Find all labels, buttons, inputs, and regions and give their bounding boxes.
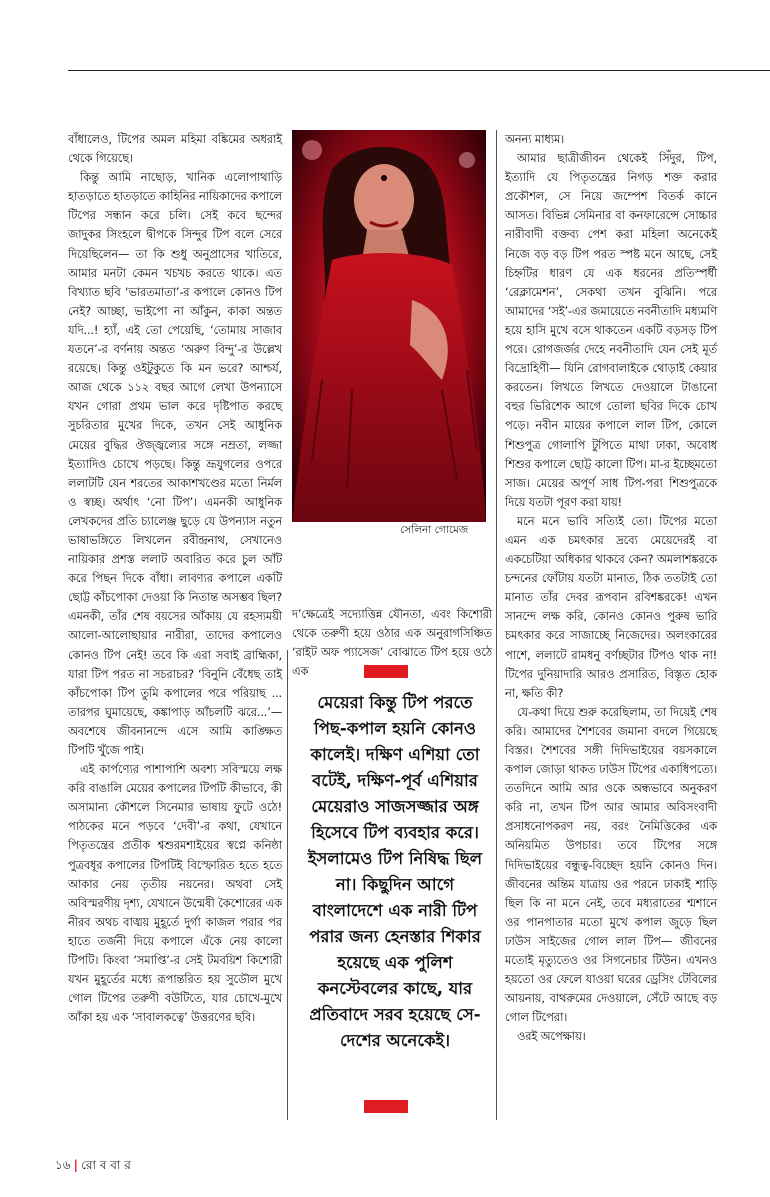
- pull-quote: [300, 660, 490, 1120]
- footer-separator: |: [73, 1158, 78, 1172]
- pull-quote-top-bar: [364, 665, 408, 678]
- photo-caption: সেলিনা গোমেজ: [400, 524, 469, 536]
- middle-paragraph: দ’ক্ষেত্রেই সদ্যোত্তিন্ন যৌনতা, এবং কিশোরী থেকে তরুণী হয়ে ওঠার এক অনুরাগসিঞ্চিত ‘রাইট অফ প্যাসেজ’ বোঝাতে টিপ হয়ে ওঠে এক: [292, 607, 492, 679]
- right-paragraph-4: যে-কথা দিয়ে শুরু করেছিলাম, তা দিয়েই শেষ করি। আমাদের শৈশবের জমানা বদলে গিয়েছে বিস্তর। শৈশবের সঙ্গী দিদিভাইয়ের বয়সকালে কপাল জোড়া থাকত ঢাউস টিপের একাধিপত্যে। ততদিনে আমি আর ওকে অন্ধভাবে অনুকরণ করি না, তখন টিপ আর আমার অবিসংবাদী প্রসাধনোপকরণ নয়, বরং নৈমিত্তিকের এক অনিয়মিত উপচার। তবে টিপের সঙ্গে দিদিভাইয়ের বন্ধুত্ব-বিচ্ছেদ হয়নি কোনও দিন। জীবনের অন্তিম যাত্রায় ওর পরনে ঢাকাই শাড়ি ছিল কি না মনে নেই, তবে মধ্যরাতের শ্মশানে ওর পানপাতার মতো মুখে কপাল জুড়ে ছিল ঢাউস সাইজের গোল লাল টিপ— জীবনের মতোই মৃত্যুতেও ওর সিগনেচার টিউন। এখনও হয়তো ওর ফেলে যাওয়া ঘরের ড্রেসিং টেবিলের আয়নায়, বাথরুমের দেওয়ালে, সেঁটে আছে বড় গোল টিপেরা।: [505, 704, 717, 1025]
- divider-left: [287, 650, 288, 1120]
- magazine-name: রো ব বা র: [80, 1158, 131, 1172]
- left-column: [68, 130, 282, 1027]
- pull-quote-bottom-bar: [364, 1100, 408, 1113]
- right-paragraph-2: আমার ছাত্রীজীবন থেকেই সিঁদুর, টিপ, ইত্যাদি যে পিতৃতন্ত্রের নিগড় শক্ত করার প্রকৌশল, সে নিয়ে জম্পেশ বিতর্ক কানে আসত। বিভিন্ন সেমিনার বা কনফারেন্সে সোচ্চার নারীবাদী বক্তব্য পেশ করা মহিলা অনেকেই নিজে বড় বড় টিপ পরত স্পষ্ট মনে আছে, সেই চিহ্নটির ধারণ যে এক ধরনের প্রতিস্পর্ধী ‘রেক্লামেশন’, সেকথা তখন বুঝিনি। পরে আমাদের ‘সই’-এর জমায়েতে নবনীতাদি মধ্যমণি হয়ে হাসি মুখে বসে থাকতেন একটি বড়সড় টিপ পরে। রোগজর্জর দেহে নবনীতাদি যেন সেই মূর্ত বিদ্রোহিণী— যিনি রোগবালাইকে থোড়াই কেয়ার করতেন। লিখতে লিখতে দেওয়ালে টাঙানো বহুর ভিরিশেক আগে তোলা ছবির দিকে চোখ পড়ে। নবীন মায়ের কপালে লাল টিপ, কোলে শিশুপুত্র গোলাপি টুপিতে মাথা ঢাকা, অবোধ শিশুর কপালে ছোট্ট কালো টিপ। মা-র ইচ্ছেমতো সাজ। মেয়ের অপূর্ণ সাধ টিপ-পরা শিশুপুত্রকে দিয়ে যতটা পূরণ করা যায়!: [505, 151, 717, 509]
- left-paragraph-3: এই কার্পণ্যের পাশাপাশি অবশ্য সবিস্ময়ে লক্ষ করি বাঙালি মেয়ের কপালের টিপটি কীভাবে, কী অসামান্য কৌশলে সিনেমার ভাষায় ফুটে ওঠে! পাঠকের মনে পড়বে ‘দেবী’-র কথা, যেখানে পিতৃতন্ত্রের প্রতীক শ্বশুরমশাইয়ের স্বপ্নে কনিষ্ঠা পুত্রবধূর কপালের টিপটিই বিস্ফোরিত হতে হতে আকার নেয় তৃতীয় নয়নের। অথবা সেই অবিস্মরণীয় দৃশ্য, যেখানে উন্মেষী কৈশোরের এক নীরব অথচ বাঙ্ময় মুহূর্তে দুর্গা কাজল পরার পর হাতে তর্জনী দিয়ে কপালে এঁকে নেয় কালো টিপটি। কিংবা ‘সমাপ্তি’-র সেই টমবয়িশ কিশোরী যখন মুহূর্তের মধ্যে রূপান্তরিত হয় সুডৌল মুখে গোল টিপের তরুণী বউটিতে, যার চোখে-মুখে আঁকা হয় এক ‘সাবালকত্বে’ উত্তরণের ছবি।: [68, 762, 282, 1025]
- right-paragraph-1: অনন্য মাধ্যম।: [505, 132, 565, 146]
- pull-quote-text: মেয়েরা কিন্তু টিপ পরতে পিছ-কপাল হয়নি কোনও কালেই। দক্ষিণ এশিয়া তো বটেই, দক্ষিণ-পূর্ব এশিয়ার মেয়েরাও সাজসজ্জার অঙ্গ হিসেবে টিপ ব্যবহার করে। ইসলামেও টিপ নিষিদ্ধ ছিল না। কিছুদিন আগে বাংলাদেশে এক নারী টিপ পরার জন্য হেনস্তার শিকার হয়েছে এক পুলিশ কনস্টেবলের কাছে, যার প্রতিবাদে সরব হয়েছে সে-দেশের অনেকেই।: [307, 693, 483, 1050]
- header-rule: [68, 70, 770, 71]
- right-paragraph-3: মনে মনে ভাবি সত্যিই তো। টিপের মতো এমন এক চমৎকার দ্রব্যে মেয়েদেরই বা একচেটিয়া অধিকার থাকবে কেন? অমলাশঙ্করকে চন্দনের ফোঁটায় যতটা মানাত, ঠিক ততটাই তো মানাত তাঁর দেবর রূপবান রবিশঙ্করকে! এখন সানন্দে লক্ষ করি, কোনও কোনও পুরুষ ভারি চমৎকার করে সাজাচ্ছে নিজেদের। অলংকারের পাশে, ললাটে রামধনু বর্ণচ্ছটার টিপও থাক না! টিপের দুনিয়াদারি আরও প্রসারিত, বিস্তৃত হোক না, ক্ষতি কী?: [505, 513, 717, 700]
- article-photo: [292, 130, 486, 522]
- right-paragraph-5: ওরই অপেক্ষায়।: [517, 1029, 586, 1044]
- left-paragraph-2: কিন্তু আমি নাছোড়, খানিক এলোপাথাড়ি হাতড়াতে হাতড়াতে কাহিনির নায়িকাদের কপালে টিপের সন্ধান করে চলি। সেই কবে ছন্দের জাদুকর সিংহলে দ্বীপকে সিন্দুর টিপ বলে সেরে দিয়েছিলেন— তা কি শুধু অনুপ্রাসের খাতিরে, আমার মনটা কেমন খচখচ করতে থাকে। এত বিখ্যাত ছবি ‘ভারতমাতা’-র কপালে কোনও টিপ নেই? আচ্ছা, ভাইপো না আঁকুন, কাকা অন্তত যদি...! হ্যাঁ, এই তো পেয়েছি, ‘তোমায় সাজাব যতনে’-র বর্ণনায় অন্তত ‘অরুণ বিন্দু’-র উল্লেখ রয়েছে। কিন্তু ওইটুকুতে কি মন ভরে? আশ্চর্য, আজ থেকে ১১২ বছর আগে লেখা উপন্যাসে যখন গোরা প্রথম ভাল করে দৃষ্টিপাত করছে সুচরিতার মুখের দিকে, তখন সেই আধুনিক মেয়ের বুদ্ধির ঔজ্জ্বল্যের সঙ্গে নম্রতা, লজ্জা ইত্যাদিও চোখে পড়ছে। কিন্তু ভ্রূযুগলের ওপরে ললাটটি যেন শরতের আকাশখণ্ডের মতো নির্মল ও স্বচ্ছ। অর্থাৎ ‘নো টিপ’। এমনকী আধুনিক লেখকদের প্রতি চ্যালেঞ্জ ছুড়ে যে উপন্যাস নতুন ভাষাভঙ্গিতে লিখলেন রবীন্দ্রনাথ, সেখানেও নায়িকার প্রশস্ত ললাট অবারিত করে চুল আঁট করে পিছন দিকে বাঁধা। লাবণ্যর কপালে একটি ছোট্ট কাঁচপোকা দেওয়া কি নিতান্ত অসম্ভব ছিল? এমনকী, তাঁর শেষ বয়সের আঁকায় যে রহস্যময়ী আলো-আলোছায়ার নারীরা, তাদের কপালেও কোনও টিপ নেই! তবে কি এরা সবাই ব্রাহ্মিকা, যারা টিপ পরত না সচরাচর? ‘বিনুনি বেঁধেছ তাই কাঁচপোকা টিপ তুমি কপালের পরে পরিয়াছ ... তারপর ঘুমায়েছে, কঙ্কাপাড় আঁচলটি ঝরে...’— অবশেষে জীবনানন্দে এসে আমি কাঙ্ক্ষিত টিপটি খুঁজে পাই।: [68, 170, 282, 757]
- left-paragraph-1: বাঁধালেও, টিপের অমল মহিমা বঙ্কিমের অধরাই থেকে গিয়েছে।: [68, 132, 282, 166]
- right-column: [505, 130, 717, 1047]
- page-number: ১৬: [55, 1158, 71, 1172]
- divider-right: [496, 130, 497, 1120]
- photo-illustration: [292, 130, 486, 522]
- page-footer: [55, 1157, 131, 1177]
